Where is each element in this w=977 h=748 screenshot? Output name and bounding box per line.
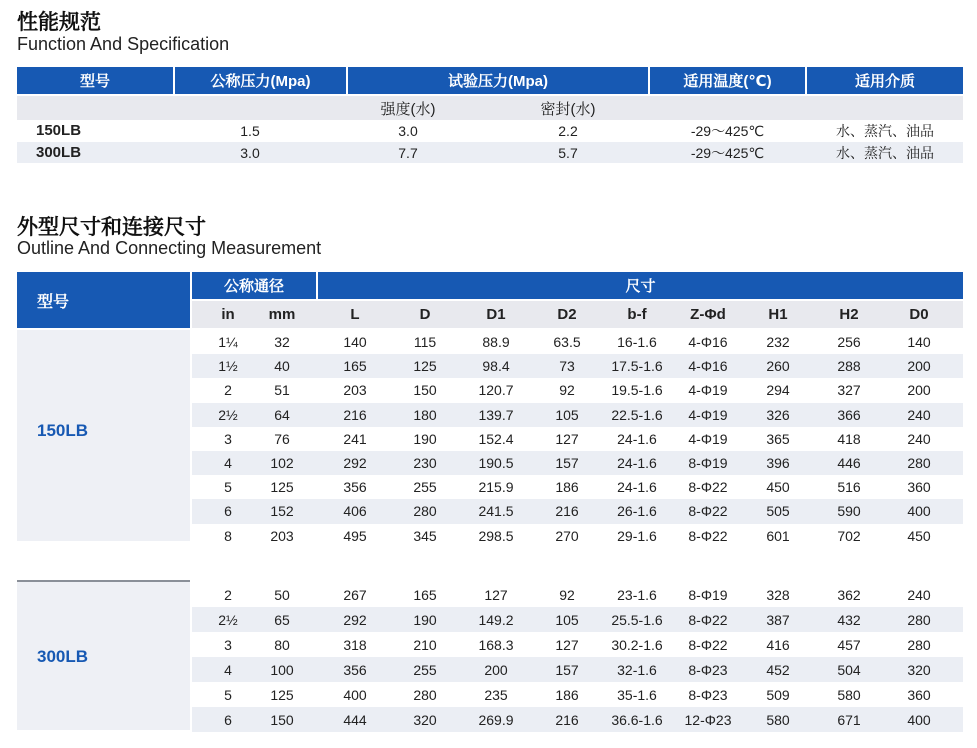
column-header-h1: H1 [768,306,788,323]
column-header-d0: D0 [909,306,929,323]
table-cell: 356 [343,661,367,678]
column-header-zd: Z-Φd [690,306,726,323]
table-cell: 235 [484,686,508,703]
table-cell: 1½ [218,358,238,375]
table-cell: 4 [224,661,232,678]
table-cell: 200 [907,382,931,399]
table-cell: 180 [413,406,437,423]
table-cell: 186 [555,479,579,496]
table-row [192,707,963,732]
table-cell: 452 [766,661,790,678]
table-cell: 516 [837,479,861,496]
table-cell: 240 [907,586,931,603]
table-cell: 127 [555,430,579,447]
table-cell: 280 [413,686,437,703]
table-cell: 4-Φ19 [688,406,728,423]
table-cell: 8-Φ22 [688,479,728,496]
table-cell: 127 [484,586,508,603]
table-cell: 40 [274,358,290,375]
table-cell: 418 [837,430,861,447]
table-cell: 63.5 [553,334,581,351]
table-cell: 26-1.6 [617,503,657,520]
table-cell: 280 [413,503,437,520]
table-row [192,657,963,682]
table-cell: 5 [224,479,232,496]
table-cell: 149.2 [478,611,514,628]
table-cell: 150 [270,711,294,728]
spec-nominal: 3.0 [240,144,260,161]
table-cell: 105 [555,406,579,423]
model-label-300: 300LB [37,647,89,666]
table-cell: 509 [766,686,790,703]
table-cell: 267 [343,586,367,603]
spec-header-nominal: 公称压力(Mpa) [175,67,346,94]
column-header-mm: mm [268,306,296,323]
table-cell: 24-1.6 [617,430,657,447]
table-cell: 150 [413,382,437,399]
table-cell: 2 [224,382,232,399]
table-cell: 345 [413,527,437,544]
spec-nominal: 1.5 [240,122,260,139]
table-cell: 327 [837,382,861,399]
table-cell: 24-1.6 [617,455,657,472]
table-cell: 400 [907,711,931,728]
table-cell: 64 [274,406,290,423]
table-cell: 366 [837,406,861,423]
table-cell: 203 [343,382,367,399]
table-cell: 120.7 [478,382,514,399]
table-cell: 288 [837,358,861,375]
spec-seal: 5.7 [558,144,578,161]
table-cell: 4-Φ16 [688,334,728,351]
table-row [192,607,963,632]
table-cell: 190.5 [478,455,514,472]
table-cell: 432 [837,611,861,628]
table-cell: 292 [343,611,367,628]
table-cell: 92 [559,586,575,603]
table-cell: 8-Φ23 [688,686,728,703]
table-cell: 362 [837,586,861,603]
table-cell: 416 [766,636,790,653]
table-cell: 203 [270,527,294,544]
table-cell: 98.4 [482,358,510,375]
table-cell: 157 [555,661,579,678]
table-cell: 400 [343,686,367,703]
table-cell: 270 [555,527,579,544]
table-cell: 152 [270,503,294,520]
table-cell: 241 [343,430,367,447]
table-cell: 50 [274,586,290,603]
table-cell: 125 [270,686,294,703]
table-row [192,330,963,354]
table-cell: 140 [343,334,367,351]
spec-temp: -29～425℃ [690,144,765,161]
table-cell: 269.9 [478,711,514,728]
table-cell: 601 [766,527,790,544]
spec-row-150 [17,120,963,141]
table-cell: 152.4 [478,430,514,447]
table-cell: 157 [555,455,579,472]
table-cell: 320 [907,661,931,678]
table-cell: 168.3 [478,636,514,653]
table-cell: 2 [224,586,232,603]
table-cell: 76 [274,430,290,447]
table-cell: 190 [413,430,437,447]
table-cell: 115 [413,334,437,351]
table-cell: 495 [343,527,367,544]
table-cell: 298.5 [478,527,514,544]
table-row [192,499,963,523]
table-cell: 4-Φ19 [688,430,728,447]
table-cell: 216 [343,406,367,423]
table-row [192,475,963,499]
table-cell: 80 [274,636,290,653]
table-cell: 365 [766,430,790,447]
table-cell: 24-1.6 [617,479,657,496]
table-cell: 127 [555,636,579,653]
table-cell: 216 [555,711,579,728]
column-header-h2: H2 [839,306,859,323]
table-row [192,403,963,427]
table-cell: 6 [224,503,232,520]
table-cell: 318 [343,636,367,653]
table-cell: 215.9 [478,479,514,496]
table-cell: 32 [274,334,290,351]
table-cell: 25.5-1.6 [611,611,663,628]
table-cell: 504 [837,661,861,678]
table-cell: 444 [343,711,367,728]
table-cell: 328 [766,586,790,603]
table-cell: 255 [413,479,437,496]
table-cell: 16-1.6 [617,334,657,351]
table-cell: 292 [343,455,367,472]
table-cell: 446 [837,455,861,472]
table-cell: 29-1.6 [617,527,657,544]
table-cell: 580 [766,711,790,728]
table-cell: 4-Φ19 [688,382,728,399]
table-cell: 165 [343,358,367,375]
table-cell: 360 [907,479,931,496]
table-cell: 241.5 [478,503,514,520]
spec-header-medium: 适用介质 [807,67,963,94]
table-cell: 2½ [218,406,238,423]
table-cell: 406 [343,503,367,520]
table-cell: 326 [766,406,790,423]
outline-title-cn: 外型尺寸和连接尺寸 [17,216,206,239]
table-cell: 360 [907,686,931,703]
table-cell: 8-Φ22 [688,527,728,544]
table-cell: 139.7 [478,406,514,423]
table-cell: 580 [837,686,861,703]
spec-header-model: 型号 [17,67,173,94]
table-row [192,451,963,475]
table-cell: 8-Φ22 [688,611,728,628]
table-cell: 8 [224,527,232,544]
table-cell: 505 [766,503,790,520]
table-row [192,682,963,707]
column-header-l: L [350,306,360,323]
outline-header-size: 尺寸 [318,272,963,299]
table-cell: 8-Φ19 [688,455,728,472]
outline-header-nominal: 公称通径 [192,272,316,299]
table-cell: 590 [837,503,861,520]
table-cell: 4-Φ16 [688,358,728,375]
table-cell: 12-Φ23 [684,711,732,728]
column-header-d2: D2 [557,306,577,323]
table-cell: 125 [413,358,437,375]
table-row [192,632,963,657]
table-row [192,427,963,451]
table-cell: 671 [837,711,861,728]
table-row [192,582,963,607]
column-header-d: D [419,306,431,323]
spec-strength: 3.0 [398,122,418,139]
table-cell: 92 [559,382,575,399]
table-row [192,378,963,402]
table-cell: 8-Φ19 [688,586,728,603]
table-cell: 4 [224,455,232,472]
table-cell: 280 [907,636,931,653]
table-cell: 260 [766,358,790,375]
spec-title-cn: 性能规范 [17,11,101,34]
outline-title-en: Outline And Connecting Measurement [17,238,322,258]
table-cell: 450 [907,527,931,544]
table-cell: 140 [907,334,931,351]
table-cell: 125 [270,479,294,496]
table-cell: 105 [555,611,579,628]
table-cell: 30.2-1.6 [611,636,663,653]
table-cell: 2½ [218,611,238,628]
table-cell: 457 [837,636,861,653]
table-cell: 256 [837,334,861,351]
table-cell: 230 [413,455,437,472]
outline-header-model: 型号 [17,272,190,328]
table-row [192,524,963,548]
spec-seal: 2.2 [558,122,578,139]
spec-model: 150LB [36,122,82,139]
table-cell: 3 [224,636,232,653]
table-cell: 396 [766,455,790,472]
column-header-in: in [221,306,235,323]
table-cell: 702 [837,527,861,544]
table-cell: 23-1.6 [617,586,657,603]
table-cell: 186 [555,686,579,703]
spec-header-temp: 适用温度(℃) [650,67,805,94]
table-cell: 100 [270,661,294,678]
table-cell: 240 [907,430,931,447]
table-cell: 1¼ [218,334,238,351]
table-cell: 280 [907,455,931,472]
table-cell: 65 [274,611,290,628]
spec-medium: 水、蒸汽、油品 [836,122,934,139]
table-cell: 450 [766,479,790,496]
table-cell: 32-1.6 [617,661,657,678]
table-cell: 6 [224,711,232,728]
table-cell: 240 [907,406,931,423]
table-cell: 22.5-1.6 [611,406,663,423]
table-cell: 5 [224,686,232,703]
table-cell: 165 [413,586,437,603]
spec-subheader-strength: 强度(水) [380,100,436,118]
table-cell: 216 [555,503,579,520]
spec-subheader-seal: 密封(水) [540,100,596,118]
table-cell: 3 [224,430,232,447]
table-cell: 280 [907,611,931,628]
table-cell: 190 [413,611,437,628]
spec-strength: 7.7 [398,144,418,161]
table-cell: 73 [559,358,575,375]
table-cell: 35-1.6 [617,686,657,703]
spec-row-300 [17,142,963,163]
table-cell: 8-Φ23 [688,661,728,678]
table-cell: 36.6-1.6 [611,711,663,728]
table-cell: 320 [413,711,437,728]
table-cell: 387 [766,611,790,628]
spec-temp: -29～425℃ [690,122,765,139]
spec-subheader-bar [17,96,963,120]
spec-header-test: 试验压力(Mpa) [348,67,648,94]
table-row [192,354,963,378]
outline-column-headers [0,301,977,328]
column-header-d1: D1 [486,306,506,323]
table-cell: 19.5-1.6 [611,382,663,399]
spec-model: 300LB [36,144,82,161]
table-cell: 232 [766,334,790,351]
table-cell: 17.5-1.6 [611,358,663,375]
table-cell: 210 [413,636,437,653]
table-cell: 8-Φ22 [688,636,728,653]
table-cell: 356 [343,479,367,496]
spec-title-en: Function And Specification [17,34,230,54]
table-cell: 51 [274,382,290,399]
table-cell: 200 [484,661,508,678]
model-label-150: 150LB [37,421,89,440]
table-cell: 255 [413,661,437,678]
table-cell: 400 [907,503,931,520]
spec-medium: 水、蒸汽、油品 [836,144,934,161]
table-cell: 200 [907,358,931,375]
table-cell: 88.9 [482,334,510,351]
table-cell: 102 [270,455,294,472]
table-cell: 294 [766,382,790,399]
column-header-bf: b-f [627,306,647,323]
table-cell: 8-Φ22 [688,503,728,520]
